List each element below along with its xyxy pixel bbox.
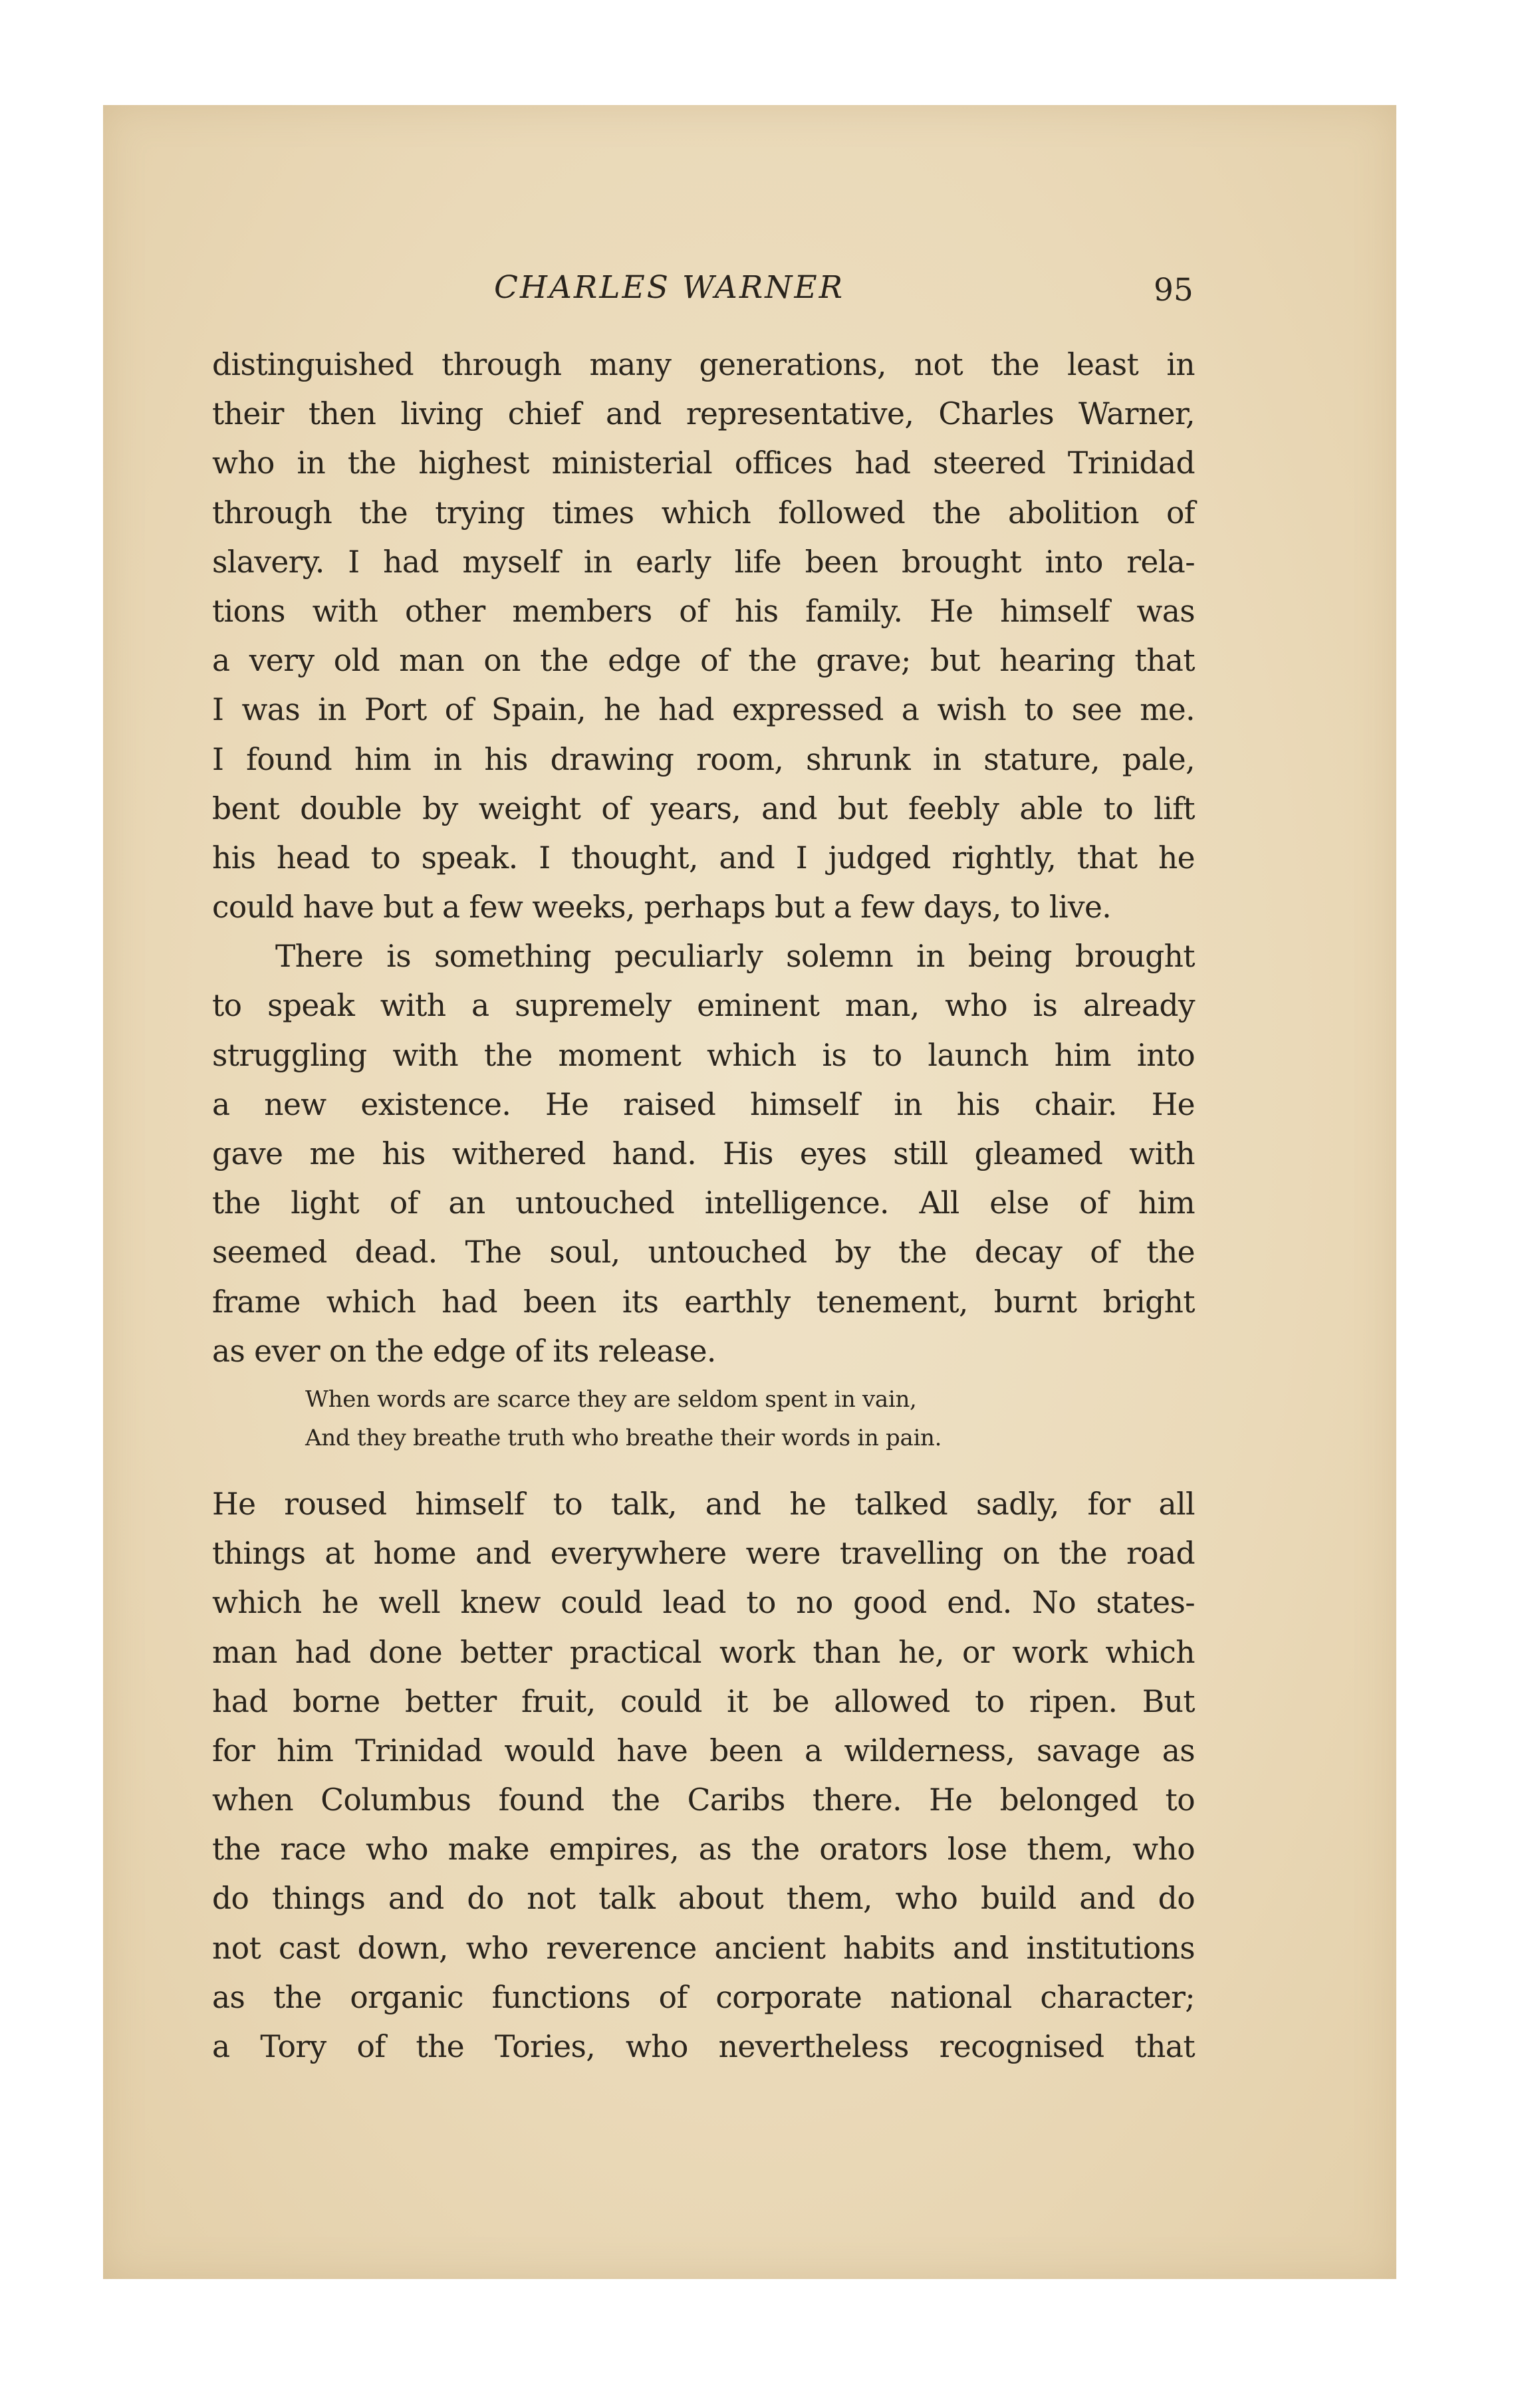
verse-line: When words are scarce they are seldom spent in vain,: [305, 1385, 917, 1413]
text-line: a very old man on the edge of the grave; but hearing that: [212, 643, 1195, 679]
text-line: as the organic functions of corporate national character;: [212, 1979, 1195, 2015]
text-line: the race who make empires, as the orators lose them, who: [212, 1832, 1195, 1867]
text-line: his head to speak. I thought, and I judged rightly, that he: [212, 840, 1195, 876]
text-line: not cast down, who reverence ancient habits and institutions: [212, 1930, 1195, 1966]
text-line: struggling with the moment which is to launch him into: [212, 1037, 1195, 1073]
book-page: [103, 105, 1396, 2279]
text-line: their then living chief and representative, Charles Warner,: [212, 396, 1195, 432]
running-head-title: CHARLES WARNER: [494, 269, 845, 306]
text-line: the light of an untouched intelligence. All else of him: [212, 1185, 1195, 1221]
text-line: which he well knew could lead to no good end. No states-: [212, 1585, 1195, 1621]
running-head: [103, 263, 1396, 316]
text-line: man had done better practical work than he, or work which: [212, 1634, 1195, 1670]
text-line: for him Trinidad would have been a wilderness, savage as: [212, 1733, 1195, 1768]
text-line: bent double by weight of years, and but feebly able to lift: [212, 790, 1195, 826]
text-line: a new existence. He raised himself in his chair. He: [212, 1086, 1195, 1122]
text-block: [212, 340, 1195, 2072]
text-line: to speak with a supremely eminent man, who is already: [212, 988, 1195, 1024]
text-line: who in the highest ministerial offices had steered Trinidad: [212, 445, 1195, 481]
text-line: There is something peculiarly solemn in being brought: [275, 939, 1195, 975]
text-line: I found him in his drawing room, shrunk in stature, pale,: [212, 741, 1195, 777]
verse-quotation: [212, 1380, 1195, 1457]
text-line: tions with other members of his family. He himself was: [212, 593, 1195, 629]
paragraph-3: [212, 1480, 1195, 2072]
text-line: through the trying times which followed the abolition of: [212, 495, 1195, 531]
text-line: slavery. I had myself in early life been brought into rela-: [212, 544, 1195, 580]
text-line: could have but a few weeks, perhaps but a few days, to live.: [212, 890, 1112, 925]
text-line: distinguished through many generations, not the least in: [212, 347, 1195, 382]
verse-line: And they breathe truth who breathe their words in pain.: [305, 1424, 942, 1451]
text-line: when Columbus found the Caribs there. He belonged to: [212, 1782, 1195, 1818]
text-line: as ever on the edge of its release.: [212, 1333, 716, 1369]
paragraph-2: [212, 932, 1195, 1376]
text-line: frame which had been its earthly tenement, burnt bright: [212, 1284, 1195, 1320]
text-line: seemed dead. The soul, untouched by the decay of the: [212, 1235, 1195, 1270]
page-number: 95: [1154, 272, 1194, 308]
text-line: gave me his withered hand. His eyes still gleamed with: [212, 1136, 1195, 1171]
text-line: He roused himself to talk, and he talked sadly, for all: [212, 1486, 1195, 1522]
text-line: I was in Port of Spain, he had expressed a wish to see me.: [212, 692, 1195, 728]
paragraph-1: [212, 340, 1195, 932]
text-line: things at home and everywhere were travelling on the road: [212, 1536, 1195, 1572]
text-line: had borne better fruit, could it be allowed to ripen. But: [212, 1683, 1195, 1719]
text-line: do things and do not talk about them, who build and do: [212, 1881, 1195, 1917]
text-line: a Tory of the Tories, who nevertheless recognised that: [212, 2029, 1195, 2064]
